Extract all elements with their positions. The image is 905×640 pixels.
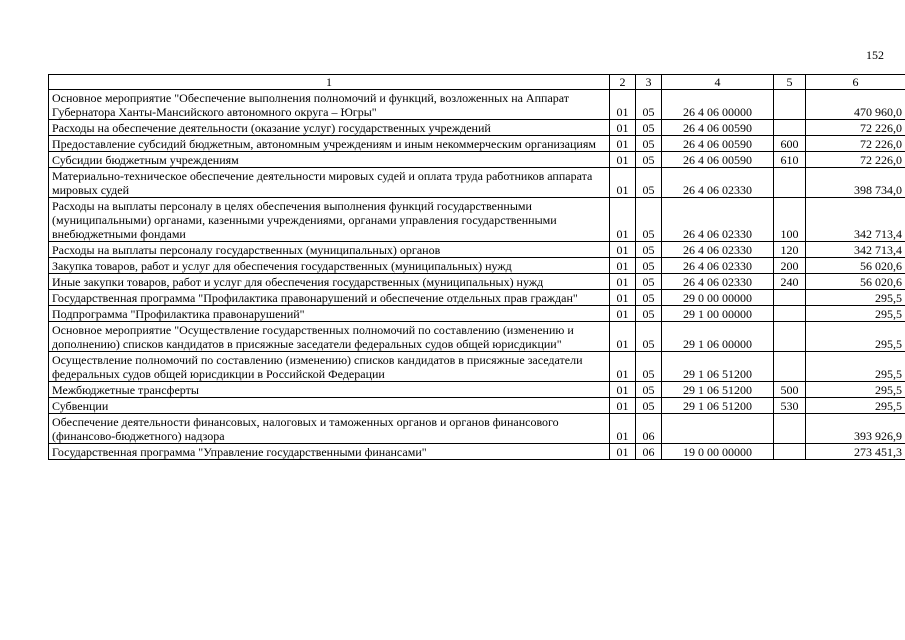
row-section: 01: [610, 322, 636, 352]
table-row: [49, 306, 905, 322]
row-amount: 295,5: [806, 352, 905, 382]
row-expense-type: 120: [774, 242, 806, 258]
row-amount: 273 451,3: [806, 444, 905, 460]
row-amount: 342 713,4: [806, 198, 905, 242]
row-expense-type: 600: [774, 136, 806, 152]
header-col-6: 6: [806, 75, 905, 90]
row-target-article: 26 4 06 02330: [662, 198, 774, 242]
row-expense-type: 240: [774, 274, 806, 290]
row-name: Основное мероприятие "Обеспечение выполнения полномочий и функций, возложенных на Аппарат Губернатора Ханты-Мансийского автономного округа – Югры": [49, 90, 610, 120]
row-target-article: 26 4 06 00590: [662, 120, 774, 136]
row-subsection: 05: [636, 322, 662, 352]
header-col-4: 4: [662, 75, 774, 90]
row-name: Межбюджетные трансферты: [49, 382, 610, 398]
row-section: 01: [610, 136, 636, 152]
row-name: Закупка товаров, работ и услуг для обеспечения государственных (муниципальных) нужд: [49, 258, 610, 274]
row-expense-type: [774, 352, 806, 382]
row-name: Иные закупки товаров, работ и услуг для обеспечения государственных (муниципальных) нужд: [49, 274, 610, 290]
row-subsection: 05: [636, 242, 662, 258]
row-section: 01: [610, 352, 636, 382]
row-name: Расходы на обеспечение деятельности (оказание услуг) государственных учреждений: [49, 120, 610, 136]
header-col-3: 3: [636, 75, 662, 90]
table-row: [49, 414, 905, 444]
row-subsection: 05: [636, 258, 662, 274]
row-amount: 72 226,0: [806, 152, 905, 168]
row-name: Расходы на выплаты персоналу государственных (муниципальных) органов: [49, 242, 610, 258]
row-expense-type: [774, 322, 806, 352]
row-subsection: 05: [636, 306, 662, 322]
header-col-1: 1: [49, 75, 610, 90]
table-row: [49, 90, 905, 120]
row-amount: 470 960,0: [806, 90, 905, 120]
table-row: [49, 258, 905, 274]
header-col-2: 2: [610, 75, 636, 90]
row-subsection: 05: [636, 382, 662, 398]
row-section: 01: [610, 90, 636, 120]
row-name: Субвенции: [49, 398, 610, 414]
row-target-article: 29 1 06 51200: [662, 382, 774, 398]
row-target-article: 26 4 06 02330: [662, 168, 774, 198]
row-amount: 295,5: [806, 290, 905, 306]
row-amount: 295,5: [806, 382, 905, 398]
row-subsection: 06: [636, 414, 662, 444]
budget-table: [48, 74, 905, 460]
row-section: 01: [610, 444, 636, 460]
row-target-article: 19 0 00 00000: [662, 444, 774, 460]
table-row: [49, 120, 905, 136]
row-amount: 295,5: [806, 322, 905, 352]
row-target-article: 26 4 06 02330: [662, 242, 774, 258]
page-number: 152: [866, 48, 884, 62]
row-section: 01: [610, 414, 636, 444]
row-expense-type: [774, 290, 806, 306]
row-expense-type: 100: [774, 198, 806, 242]
row-subsection: 05: [636, 152, 662, 168]
row-section: 01: [610, 242, 636, 258]
row-expense-type: [774, 120, 806, 136]
row-amount: 398 734,0: [806, 168, 905, 198]
table-row: [49, 198, 905, 242]
row-amount: 295,5: [806, 398, 905, 414]
row-name: Основное мероприятие "Осуществление государственных полномочий по составлению (изменению и дополнению) списков кандидатов в присяжные заседатели федеральных судов общей юрисдикции": [49, 322, 610, 352]
row-target-article: 29 1 06 00000: [662, 322, 774, 352]
row-target-article: 29 1 00 00000: [662, 306, 774, 322]
row-section: 01: [610, 290, 636, 306]
row-target-article: [662, 414, 774, 444]
row-section: 01: [610, 306, 636, 322]
row-subsection: 05: [636, 290, 662, 306]
row-amount: 56 020,6: [806, 274, 905, 290]
row-target-article: 26 4 06 00590: [662, 152, 774, 168]
row-target-article: 26 4 06 02330: [662, 258, 774, 274]
table-row: [49, 152, 905, 168]
table-row: [49, 398, 905, 414]
row-name: Осуществление полномочий по составлению (изменению) списков кандидатов в присяжные заседатели федеральных судов общей юрисдикции в Российской Федерации: [49, 352, 610, 382]
row-name: Подпрограмма "Профилактика правонарушений": [49, 306, 610, 322]
row-subsection: 05: [636, 274, 662, 290]
row-section: 01: [610, 120, 636, 136]
row-expense-type: 610: [774, 152, 806, 168]
row-amount: 393 926,9: [806, 414, 905, 444]
row-name: Государственная программа "Профилактика правонарушений и обеспечение отдельных прав граждан": [49, 290, 610, 306]
row-expense-type: 530: [774, 398, 806, 414]
table-row: [49, 242, 905, 258]
table-row: [49, 290, 905, 306]
row-subsection: 05: [636, 168, 662, 198]
row-subsection: 05: [636, 136, 662, 152]
row-target-article: 26 4 06 00590: [662, 136, 774, 152]
header-col-5: 5: [774, 75, 806, 90]
row-amount: 72 226,0: [806, 136, 905, 152]
row-expense-type: [774, 444, 806, 460]
row-target-article: 26 4 06 00000: [662, 90, 774, 120]
table-row: [49, 352, 905, 382]
row-subsection: 05: [636, 198, 662, 242]
row-section: 01: [610, 382, 636, 398]
row-amount: 56 020,6: [806, 258, 905, 274]
row-target-article: 29 1 06 51200: [662, 352, 774, 382]
row-target-article: 29 1 06 51200: [662, 398, 774, 414]
row-name: Обеспечение деятельности финансовых, налоговых и таможенных органов и органов финансового (финансово-бюджетного) надзора: [49, 414, 610, 444]
row-name: Расходы на выплаты персоналу в целях обеспечения выполнения функций государственными (муниципальными) органами, казенными учреждениями, органами управления государственными внебюджетными фондами: [49, 198, 610, 242]
row-expense-type: 500: [774, 382, 806, 398]
row-section: 01: [610, 198, 636, 242]
row-subsection: 05: [636, 90, 662, 120]
row-section: 01: [610, 398, 636, 414]
row-section: 01: [610, 152, 636, 168]
table-row: [49, 382, 905, 398]
row-name: Субсидии бюджетным учреждениям: [49, 152, 610, 168]
row-amount: 295,5: [806, 306, 905, 322]
table-row: [49, 274, 905, 290]
row-amount: 342 713,4: [806, 242, 905, 258]
table-row: [49, 136, 905, 152]
row-subsection: 05: [636, 120, 662, 136]
row-expense-type: [774, 414, 806, 444]
row-expense-type: [774, 168, 806, 198]
row-name: Государственная программа "Управление государственными финансами": [49, 444, 610, 460]
row-expense-type: [774, 306, 806, 322]
row-section: 01: [610, 274, 636, 290]
row-subsection: 06: [636, 444, 662, 460]
row-expense-type: 200: [774, 258, 806, 274]
table-row: [49, 168, 905, 198]
row-section: 01: [610, 258, 636, 274]
row-target-article: 29 0 00 00000: [662, 290, 774, 306]
table-row: [49, 322, 905, 352]
row-subsection: 05: [636, 352, 662, 382]
row-amount: 72 226,0: [806, 120, 905, 136]
row-name: Материально-техническое обеспечение деятельности мировых судей и оплата труда работников аппарата мировых судей: [49, 168, 610, 198]
row-section: 01: [610, 168, 636, 198]
row-subsection: 05: [636, 398, 662, 414]
row-target-article: 26 4 06 02330: [662, 274, 774, 290]
table-header-row: [49, 75, 905, 90]
table-row: [49, 444, 905, 460]
row-name: Предоставление субсидий бюджетным, автономным учреждениям и иным некоммерческим организациям: [49, 136, 610, 152]
row-expense-type: [774, 90, 806, 120]
